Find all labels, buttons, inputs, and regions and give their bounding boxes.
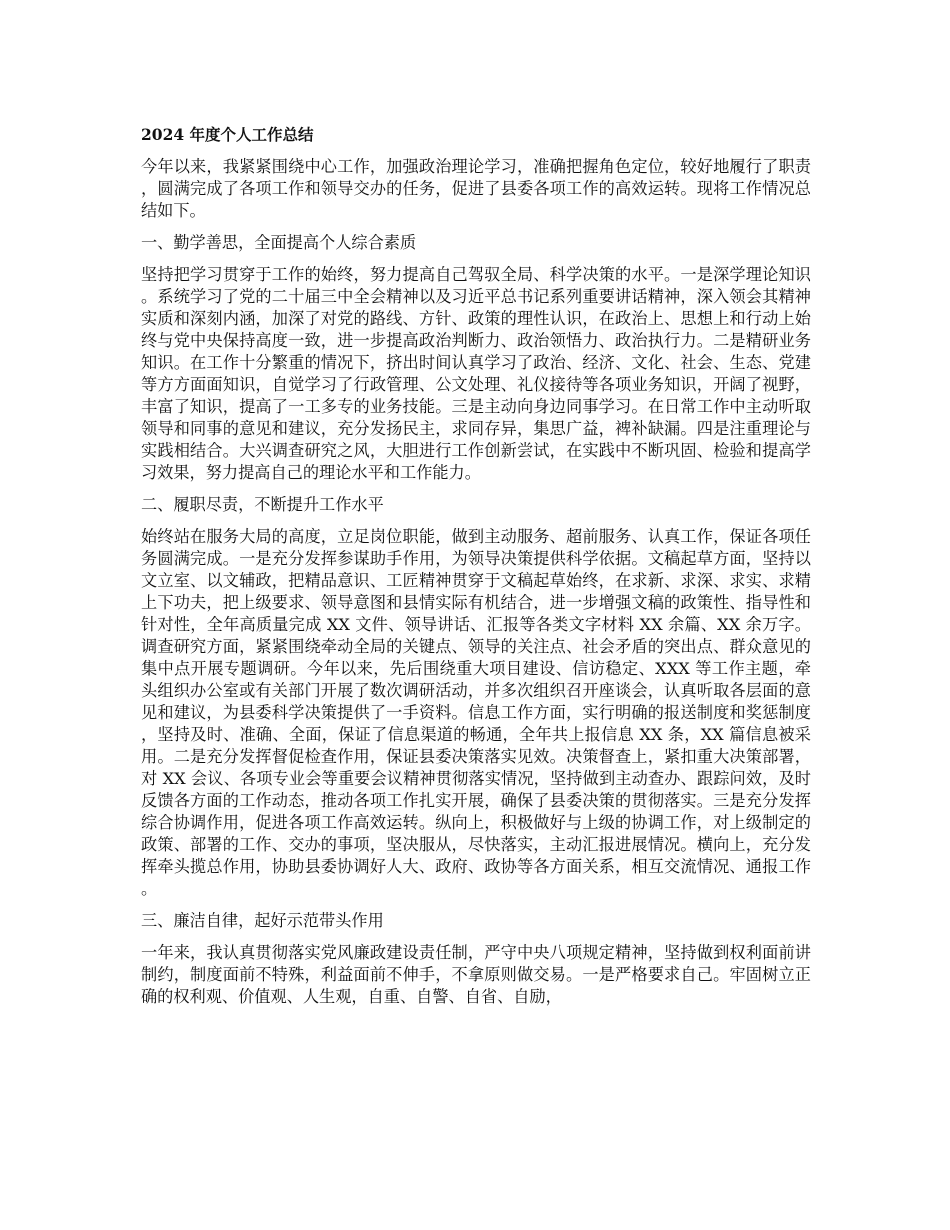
document-title: 2024 年度个人工作总结 [141, 125, 314, 144]
section-heading-2: 二、履职尽责，不断提升工作水平 [141, 495, 384, 514]
section-1-paragraph: 坚持把学习贯穿于工作的始终，努力提高自己驾驭全局、科学决策的水平。一是深学理论知识。系统学习了党的二十届三中全会精神以及习近平总书记系列重要讲话精神，深入领会其精神实质和深刻内涵，加深了对党的路线、方针、政策的理性认识，在政治上、思想上和行动上始终与党中央保持高度一致，进一步提高政治判断力、政治领悟力、政治执行力。二是精研业务知识。在工作十分繁重的情况下，挤出时间认真学习了政治、经济、文化、社会、生态、党建等方方面面知识，自觉学习了行政管理、公文处理、礼仪接待等各项业务知识，开阔了视野，丰富了知识，提高了一工多专的业务技能。三是主动向身边同事学习。在日常工作中主动听取领导和同事的意见和建议，充分发扬民主，求同存异，集思广益，裨补缺漏。四是注重理论与实践相结合。大兴调查研究之风，大胆进行工作创新尝试，在实践中不断巩固、检验和提高学习效果，努力提高自己的理论水平和工作能力。 [141, 265, 811, 482]
section-heading-3: 三、廉洁自律，起好示范带头作用 [141, 911, 384, 930]
intro-paragraph: 今年以来，我紧紧围绕中心工作，加强政治理论学习，准确把握角色定位，较好地履行了职责，圆满完成了各项工作和领导交办的任务，促进了县委各项工作的高效运转。现将工作情况总结如下。 [141, 157, 811, 220]
section-2-paragraph: 始终站在服务大局的高度，立足岗位职能，做到主动服务、超前服务、认真工作，保证各项任务圆满完成。一是充分发挥参谋助手作用，为领导决策提供科学依据。文稿起草方面，坚持以文立室、以文辅政，把精品意识、工匠精神贯穿于文稿起草始终，在求新、求深、求实、求精上下功夫，把上级要求、领导意图和县情实际有机结合，进一步增强文稿的政策性、指导性和针对性，全年高质量完成 XX 文件、领导讲话、汇报等各类文字材料 XX 余篇、XX 余万字。调查研究方面，紧紧围绕牵动全局的关键点、领导的关注点、社会矛盾的突出点、群众意见的集中点开展专题调研。今年以来，先后围绕重大项目建设、信访稳定、XXX 等工作主题，牵头组织办公室或有关部门开展了数次调研活动，并多次组织召开座谈会，认真听取各层面的意见和建议，为县委科学决策提供了一手资料。信息工作方面，实行明确的报送制度和奖惩制度，坚持及时、准确、全面，保证了信息渠道的畅通，全年共上报信息 XX 条，XX 篇信息被采用。二是充分发挥督促检查作用，保证县委决策落实见效。决策督查上，紧扣重大决策部署，对 XX 会议、各项专业会等重要会议精神贯彻落实情况，坚持做到主动查办、跟踪问效，及时反馈各方面的工作动态，推动各项工作扎实开展，确保了县委决策的贯彻落实。三是充分发挥综合协调作用，促进各项工作高效运转。纵向上，积极做好与上级的协调工作，对上级制定的政策、部署的工作、交办的事项，坚决服从，尽快落实，主动汇报进展情况。横向上，充分发挥牵头揽总作用，协助县委协调好人大、政府、政协等各方面关系，相互交流情况、通报工作。 [141, 527, 811, 898]
document-page [141, 124, 811, 1018]
section-3-paragraph: 一年来，我认真贯彻落实党风廉政建设责任制，严守中央八项规定精神，坚持做到权利面前讲制约，制度面前不特殊，利益面前不伸手，不拿原则做交易。一是严格要求自己。牢固树立正确的权利观、价值观、人生观，自重、自警、自省、自励， [141, 943, 811, 1006]
section-heading-1: 一、勤学善思，全面提高个人综合素质 [141, 233, 417, 252]
